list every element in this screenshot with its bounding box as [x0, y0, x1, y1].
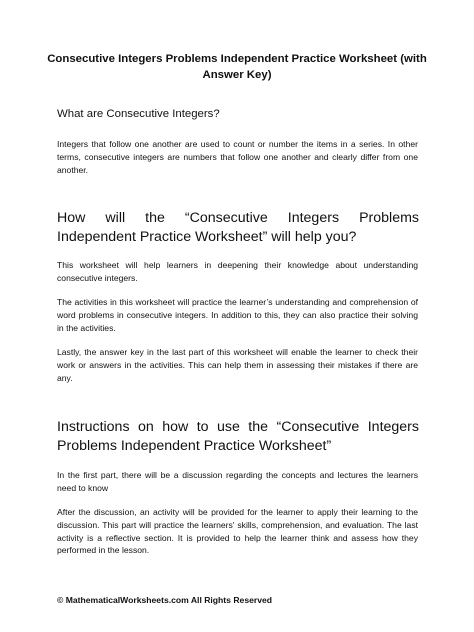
section-heading-how-will-help: How will the “Consecutive Integers Problems Independent Practice Worksheet” will help you?	[57, 210, 419, 245]
section1-paragraph: Integers that follow one another are used to count or number the items in a series. In other terms, consecutive integers are numbers that follow one another and clearly differ from one another.	[57, 139, 418, 175]
copyright-footer: © MathematicalWorksheets.com All Rights Reserved	[57, 595, 273, 605]
section2-paragraph-3: Lastly, the answer key in the last part of this worksheet will enable the learner to check their work or answers in the activities. This can help them in assessing their mistakes if there are any.	[57, 347, 418, 383]
section2-paragraph-1: This worksheet will help learners in deepening their knowledge about understanding consecutive integers.	[57, 260, 418, 283]
section-heading-what-are: What are Consecutive Integers?	[57, 108, 220, 120]
section2-paragraph-2: The activities in this worksheet will practice the learner’s understanding and comprehension of word problems in consecutive integers. In addition to this, they can also practice their solving in the activities.	[57, 297, 418, 333]
section-heading-instructions: Instructions on how to use the “Consecutive Integers Problems Independent Practice Worksheet”	[57, 419, 419, 454]
section3-paragraph-1: In the first part, there will be a discussion regarding the concepts and lectures the learners need to know	[57, 470, 418, 493]
document-title: Consecutive Integers Problems Independent Practice Worksheet (with Answer Key)	[47, 53, 427, 81]
section3-paragraph-2: After the discussion, an activity will be provided for the learner to apply their learning to the discussion. This part will practice the learners' skills, comprehension, and evaluation. The last activity is a reflective section. It is provided to help the learner think and assess how they performed in the lesson.	[57, 507, 418, 556]
